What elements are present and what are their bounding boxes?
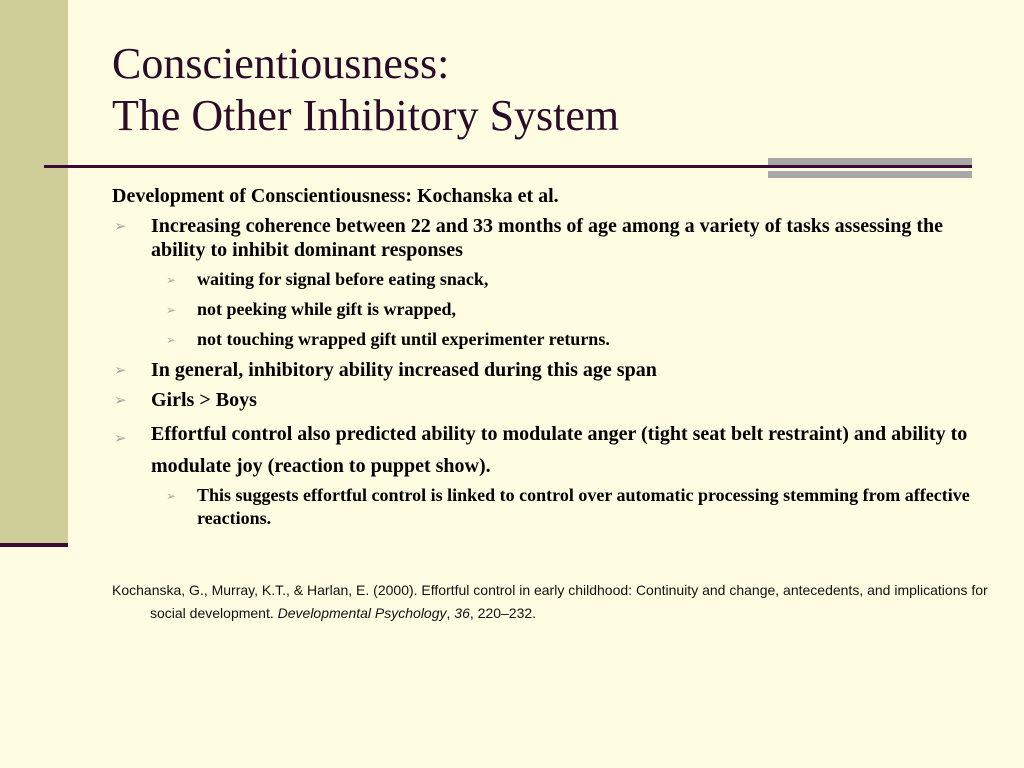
bullet-text: Girls > Boys bbox=[151, 389, 257, 411]
bullet-item bbox=[112, 388, 972, 412]
bullet-text: In general, inhibitory ability increased during this age span bbox=[151, 359, 657, 381]
arrow-bullet-icon: ➢ bbox=[166, 273, 177, 287]
subheading: Development of Conscientiousness: Kochanska et al. bbox=[112, 185, 559, 207]
slide-title bbox=[112, 38, 619, 142]
title-line-1: Conscientiousness: bbox=[112, 39, 450, 88]
reference-citation bbox=[112, 579, 1010, 625]
side-band bbox=[0, 0, 68, 547]
sub-bullet-text: not peeking while gift is wrapped, bbox=[197, 299, 457, 319]
accent-bar-bottom bbox=[768, 171, 972, 178]
arrow-bullet-icon: ➢ bbox=[114, 219, 127, 235]
bullet-text: Effortful control also predicted ability to modulate anger (tight seat belt restraint) and ability to modulate joy (reaction to puppet show). bbox=[151, 423, 968, 477]
reference-journal: Developmental Psychology bbox=[277, 605, 447, 621]
sub-bullet-item bbox=[112, 328, 972, 351]
side-band-rule bbox=[0, 543, 68, 547]
reference-pages: , 220–232. bbox=[469, 605, 537, 621]
reference-separator: , bbox=[446, 605, 455, 621]
title-line-2: The Other Inhibitory System bbox=[112, 91, 620, 140]
arrow-bullet-icon: ➢ bbox=[114, 431, 127, 447]
bullet-item bbox=[112, 214, 972, 262]
accent-bar-top bbox=[768, 158, 972, 165]
sub-bullet-text: waiting for signal before eating snack, bbox=[197, 269, 489, 289]
sub-bullet-item bbox=[112, 268, 972, 291]
sub-bullet-text: not touching wrapped gift until experimenter returns. bbox=[197, 329, 610, 349]
bullet-text: Increasing coherence between 22 and 33 months of age among a variety of tasks assessing the ability to inhibit dominant responses bbox=[151, 215, 944, 261]
bullet-item bbox=[112, 358, 972, 382]
arrow-bullet-icon: ➢ bbox=[166, 489, 177, 503]
accent-bars bbox=[768, 158, 972, 180]
sub-bullet-item bbox=[112, 484, 972, 530]
sub-bullet-text: This suggests effortful control is linked to control over automatic processing stemming from affective reactions. bbox=[197, 485, 970, 528]
arrow-bullet-icon: ➢ bbox=[166, 303, 177, 317]
reference-authors-title: Kochanska, G., Murray, K.T., & Harlan, E. (2000). Effortful control in early childhood: Continuity and change, antecedents, and implications for social development. bbox=[112, 582, 988, 621]
slide-body bbox=[112, 184, 972, 537]
arrow-bullet-icon: ➢ bbox=[114, 363, 127, 379]
reference-volume: 36 bbox=[454, 605, 470, 621]
arrow-bullet-icon: ➢ bbox=[166, 333, 177, 347]
bullet-item bbox=[112, 418, 972, 482]
arrow-bullet-icon: ➢ bbox=[114, 393, 127, 409]
sub-bullet-item bbox=[112, 298, 972, 321]
